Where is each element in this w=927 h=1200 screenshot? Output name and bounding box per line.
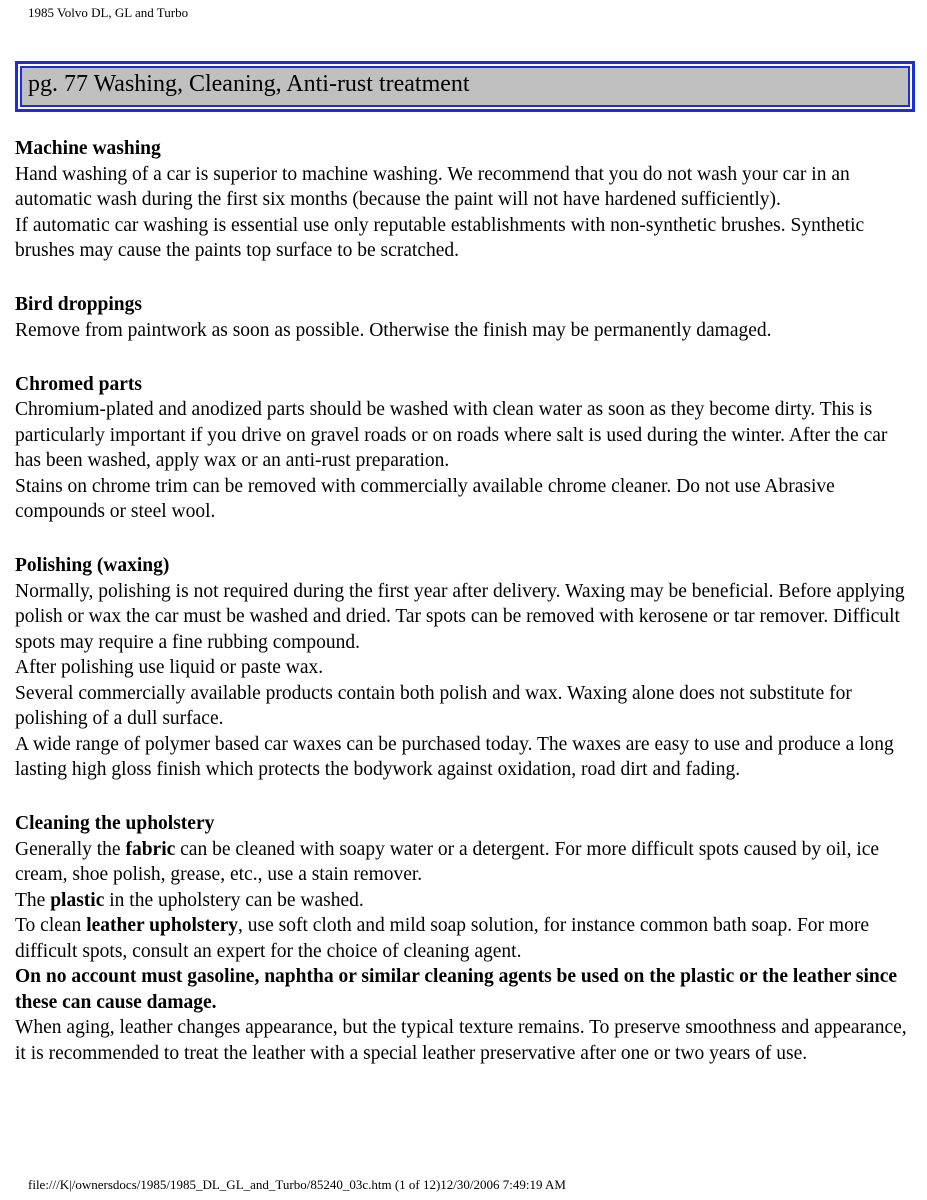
section-heading: Polishing (waxing): [15, 555, 170, 576]
section-chromed-parts: [15, 372, 913, 525]
paragraph: Several commercially available products contain both polish and wax. Waxing alone does not substitute for polishing of a dull surface.: [15, 682, 852, 729]
paragraph: Stains on chrome trim can be removed with commercially available chrome cleaner. Do not use Abrasive compounds or steel wool.: [15, 475, 835, 522]
section-machine-washing: [15, 136, 913, 264]
warning-text: On no account must gasoline, naphtha or similar cleaning agents be used on the plastic or the leather since these can cause damage.: [15, 966, 898, 1013]
text-run: Generally the: [15, 838, 126, 860]
paragraph: When aging, leather changes appearance, but the typical texture remains. To preserve smoothness and appearance, it is recommended to treat the leather with a special leather preservative after one or two years of use.: [15, 1017, 907, 1064]
paragraph: Chromium-plated and anodized parts should be washed with clean water as soon as they become dirty. This is particularly important if you drive on gravel roads or on roads where salt is used during the winter. After the car has been washed, apply wax or an anti-rust preparation.: [15, 399, 888, 471]
paragraph: If automatic car washing is essential use only reputable establishments with non-synthetic brushes. Synthetic brushes may cause the paints top surface to be scratched.: [15, 214, 865, 261]
section-heading: Cleaning the upholstery: [15, 813, 215, 834]
paragraph: A wide range of polymer based car waxes can be purchased today. The waxes are easy to use and produce a long lasting high gloss finish which protects the bodywork against oxidation, road dirt and fading.: [15, 733, 894, 780]
page-title: pg. 77 Washing, Cleaning, Anti-rust treatment: [20, 66, 910, 107]
document-footer-path: file:///K|/ownersdocs/1985/1985_DL_GL_and_Turbo/85240_03c.htm (1 of 12)12/30/2006 7:49:19 AM: [28, 1177, 566, 1192]
paragraph: [15, 913, 913, 964]
emphasis-fabric: fabric: [125, 838, 176, 860]
paragraph: Remove from paintwork as soon as possible. Otherwise the finish may be permanently damaged.: [15, 319, 772, 341]
section-polishing: [15, 553, 913, 783]
paragraph: [15, 888, 913, 914]
paragraph: Normally, polishing is not required during the first year after delivery. Waxing may be beneficial. Before applying polish or wax the car must be washed and dried. Tar spots can be removed with kerosene or tar remover. Difficult spots may require a fine rubbing compound.: [15, 580, 905, 653]
warning-paragraph: [15, 964, 913, 1015]
paragraph: [15, 837, 913, 888]
document-body: [15, 136, 913, 1095]
text-run: The: [15, 889, 51, 911]
section-cleaning-upholstery: [15, 811, 913, 1066]
emphasis-plastic: plastic: [50, 889, 105, 911]
text-run: can be cleaned with soapy water or a detergent. For more difficult spots caused by oil, ice cream, shoe polish, grease, etc., use a stain remover.: [15, 838, 880, 885]
paragraph: Hand washing of a car is superior to machine washing. We recommend that you do not wash your car in an automatic wash during the first six months (because the paint will not have hardened sufficiently).: [15, 163, 850, 210]
section-bird-droppings: [15, 292, 913, 343]
section-heading: Machine washing: [15, 138, 161, 159]
text-run: in the upholstery can be washed.: [104, 889, 364, 911]
page-title-box: [15, 61, 915, 112]
section-heading: Chromed parts: [15, 373, 142, 395]
text-run: To clean: [15, 915, 87, 936]
document-header-title: 1985 Volvo DL, GL and Turbo: [28, 5, 189, 20]
text-run: , use soft cloth and mild soap solution, for instance common bath soap. For more difficult spots, consult an expert for the choice of cleaning agent.: [15, 915, 869, 962]
section-heading: Bird droppings: [15, 294, 142, 315]
paragraph: After polishing use liquid or paste wax.: [15, 657, 324, 678]
emphasis-leather-upholstery: leather upholstery: [86, 915, 239, 936]
